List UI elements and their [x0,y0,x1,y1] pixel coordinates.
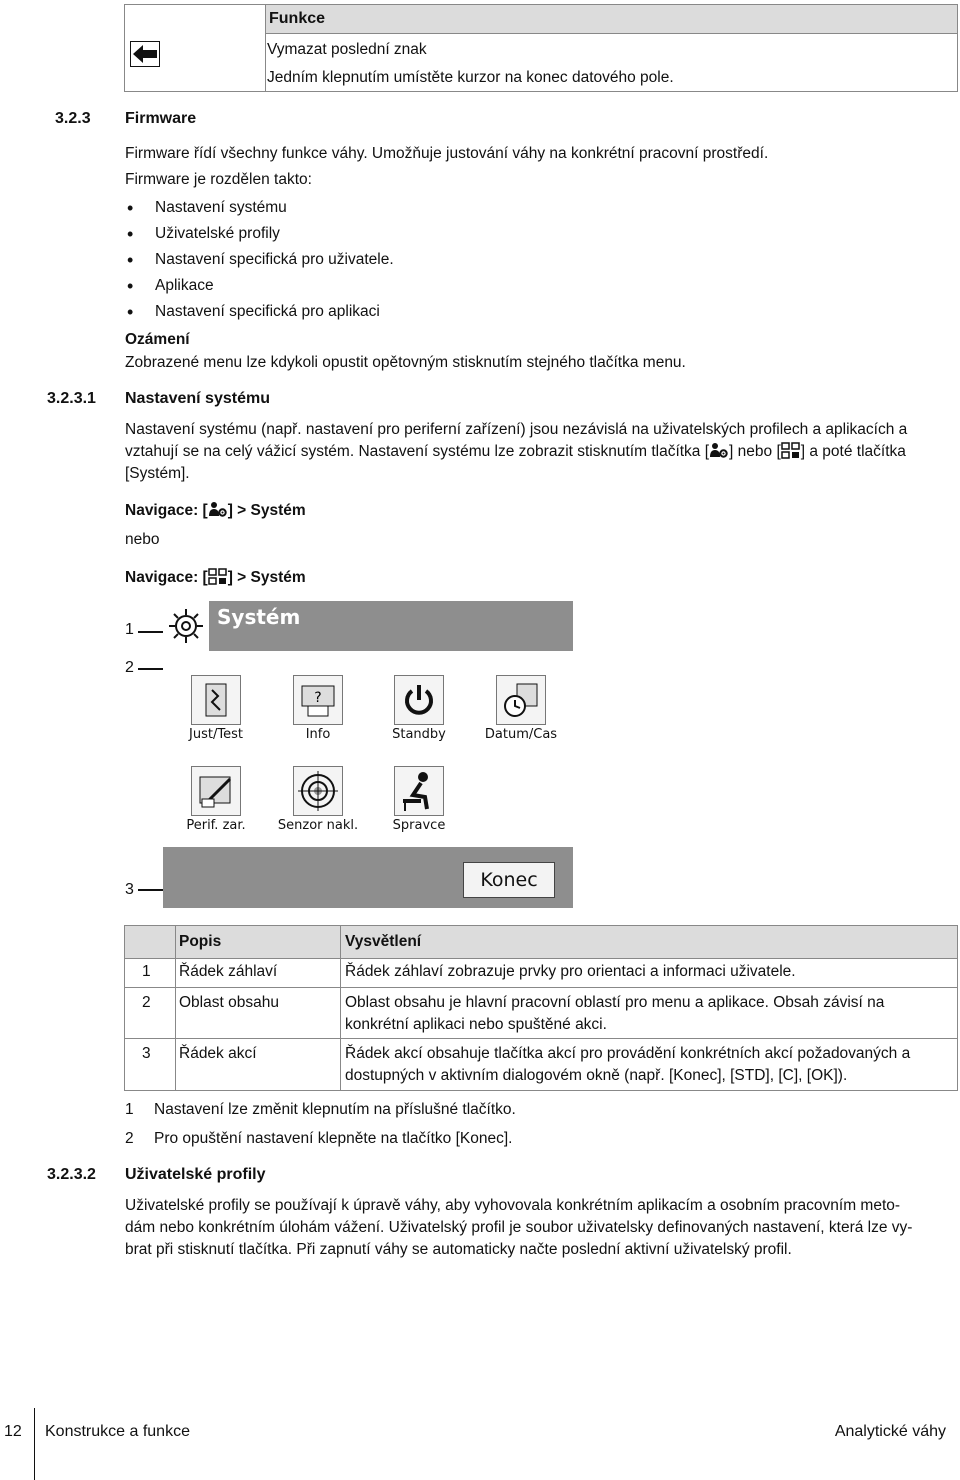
list-item: • Nastavení systému [125,195,394,221]
table-row-2-text-2: konkrétní aplikaci nebo spuštěné akci. [345,1016,607,1033]
firmware-paragraph-1: Firmware řídí všechny funkce váhy. Umožňuje justování váhy na konkrétní pracovní prostředí. [125,145,769,162]
table-row-3-text-2: dostupných v aktivním dialogovém okně (např. [Konec], [STD], [C], [OK]). [345,1067,848,1084]
icon-label-standby: Standby [392,727,446,742]
user-profiles-line-2: dám nebo konkrétním úlohám vážení. Uživatelský profil je soubor uživatelsky definovaných nastavení, která lze vy- [125,1219,913,1236]
callout-3: 3 [125,881,134,898]
function-line-2: Jedním klepnutím umístěte kurzor na konec datového pole. [267,69,674,86]
user-profiles-line-3: brat při stisknutí tlačítka. Při zapnutí váhy se automaticky načte poslední aktivní uživatelský profil. [125,1241,792,1258]
table-row-3-text-1: Řádek akcí obsahuje tlačítka akcí pro provádění konkrétních akcí požadovaných a [345,1045,911,1062]
system-settings-line-3: [Systém]. [125,465,190,482]
function-line-1: Vymazat poslední znak [267,41,427,58]
table-row-1-text: Řádek záhlaví zobrazuje prvky pro orientaci a informaci uživatele. [345,963,796,980]
peripherals-icon[interactable] [191,766,241,816]
section-title-user-profiles: Uživatelské profily [125,1166,266,1183]
screen-header-bar [209,601,573,651]
system-screen [163,601,573,908]
table-row-1-name: Řádek záhlaví [179,963,278,980]
calibration-icon[interactable] [191,675,241,725]
table-row-3-name: Řádek akcí [179,1045,257,1062]
svg-text:?: ? [314,690,322,706]
nav-bracket-open: [ [202,569,208,586]
info-icon[interactable] [293,675,343,725]
table-row-2-text-1: Oblast obsahu je hlavní pracovní oblastí pro menu a aplikace. Obsah závisí na [345,994,885,1011]
footer-divider [34,1408,35,1480]
step-1-num: 1 [125,1101,134,1118]
clock-icon[interactable] [496,675,546,725]
user-settings-icon [208,501,228,524]
backspace-arrow-icon [130,41,160,67]
line-2-part-a: vztahují se na celý vážicí systém. Nastavení systému lze zobrazit stisknutím tlačítka [ [125,443,710,460]
system-settings-line-1: Nastavení systému (např. nastavení pro periferní zařízení) jsou nezávislá na uživatelských profilech a aplikacích a [125,421,908,438]
icon-label-info: Info [305,727,331,742]
footer-chapter: Konstrukce a funkce [45,1423,190,1440]
function-table [124,4,958,92]
description-table [124,925,958,1091]
gear-icon[interactable] [165,605,207,647]
list-item: • Nastavení specifická pro aplikaci [125,299,394,325]
icon-label-perif-zar: Perif. zar. [186,818,246,833]
section-number-3-2-3: 3.2.3 [55,110,91,127]
section-number-3-2-3-2: 3.2.3.2 [47,1166,96,1183]
icon-label-just-test: Just/Test [189,727,243,742]
section-title-firmware: Firmware [125,110,197,127]
note-text: Zobrazené menu lze kdykoli opustit opětovným stisknutím stejného tlačítka menu. [125,354,686,371]
nav-path-target: ] > Systém [227,569,306,586]
table-row-3-num: 3 [142,1045,151,1062]
note-title: Ozámení [125,331,190,348]
nav-label: Navigace: [125,569,199,586]
list-item: • Nastavení specifická pro uživatele. [125,247,394,273]
icon-label-senzor-nakl: Senzor nakl. [277,818,359,833]
table-header-vysvetleni: Vysvětlení [345,933,422,950]
page-number: 12 [4,1423,22,1440]
firmware-bullet-list [125,195,394,325]
list-item: • Aplikace [125,273,394,299]
konec-button[interactable]: Konec [463,862,555,898]
line-2-part-b: ] nebo [ [729,443,781,460]
firmware-paragraph-2: Firmware je rozdělen takto: [125,171,312,188]
menu-grid-icon [208,568,228,591]
footer-product: Analytické váhy [834,1423,946,1440]
line-2-part-c: ] a poté tlačítka [800,443,906,460]
step-2-text: Pro opuštění nastavení klepněte na tlačítko [Konec]. [154,1130,513,1147]
menu-grid-icon [781,442,801,465]
function-header: Funkce [269,10,326,27]
table-header-row [125,926,957,958]
function-table-header [265,5,957,33]
list-item: • Uživatelské profily [125,221,394,247]
level-sensor-icon[interactable] [293,766,343,816]
table-header-popis: Popis [179,933,222,950]
callout-2: 2 [125,659,134,676]
screen-title: Systém [217,605,301,629]
nav-label: Navigace: [125,502,199,519]
navigation-path-2 [125,567,306,591]
icon-label-spravce: Spravce [392,818,446,833]
section-number-3-2-3-1: 3.2.3.1 [47,390,96,407]
table-row-1-num: 1 [142,963,151,980]
nav-path-target: ] > Systém [227,502,306,519]
icon-label-datum-cas: Datum/Cas [484,727,558,742]
step-1-text: Nastavení lze změnit klepnutím na příslušné tlačítko. [154,1101,516,1118]
user-profiles-line-1: Uživatelské profily se používají k úpravě váhy, aby vyhovovala konkrétním aplikacím a osobním pracovním meto- [125,1197,901,1214]
table-row-2-name: Oblast obsahu [179,994,279,1011]
callout-1: 1 [125,621,134,638]
section-title-system-settings: Nastavení systému [125,390,270,407]
table-row-2-num: 2 [142,994,151,1011]
nav-bracket-open: [ [202,502,208,519]
admin-icon[interactable] [394,766,444,816]
step-2-num: 2 [125,1130,134,1147]
system-settings-line-2 [125,441,906,465]
or-text: nebo [125,531,160,548]
user-settings-icon [709,442,729,465]
power-icon[interactable] [394,675,444,725]
navigation-path-1 [125,500,306,524]
